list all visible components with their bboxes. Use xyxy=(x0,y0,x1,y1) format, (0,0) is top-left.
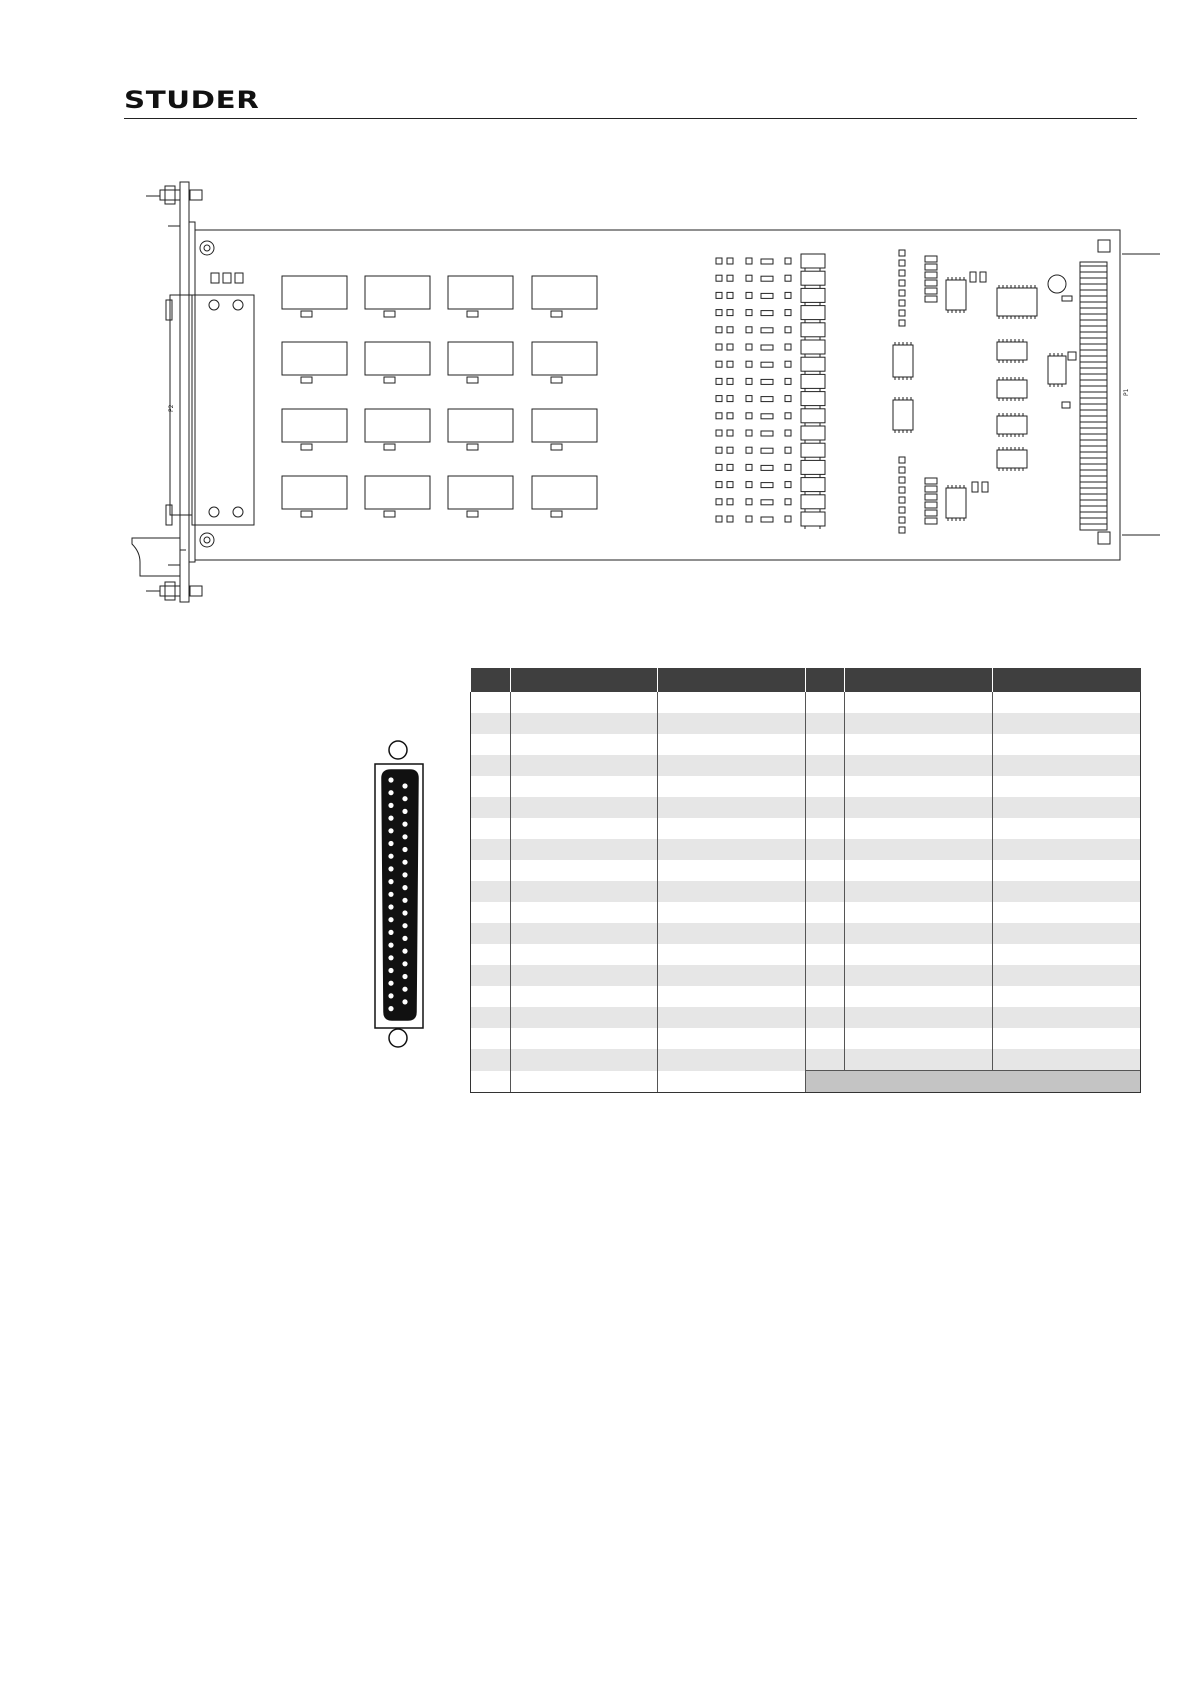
header-cell xyxy=(471,668,511,692)
table-cell xyxy=(510,944,657,965)
table-cell xyxy=(992,902,1141,923)
table-cell xyxy=(805,923,844,944)
table-header-row xyxy=(471,668,1141,692)
table-cell xyxy=(805,734,844,755)
table-cell xyxy=(510,755,657,776)
table-cell xyxy=(471,797,511,818)
table-cell xyxy=(657,818,805,839)
table-cell xyxy=(657,881,805,902)
table-cell xyxy=(805,986,844,1007)
table-cell xyxy=(844,1007,992,1028)
table-cell xyxy=(805,860,844,881)
table-cell xyxy=(657,965,805,986)
table-cell xyxy=(805,1028,844,1049)
table-cell xyxy=(510,776,657,797)
table-cell xyxy=(805,692,844,713)
table-row xyxy=(471,839,1141,860)
table-cell xyxy=(471,839,511,860)
table-row xyxy=(471,902,1141,923)
table-cell xyxy=(844,986,992,1007)
table-cell xyxy=(992,881,1141,902)
table-cell xyxy=(510,902,657,923)
table-cell xyxy=(657,1028,805,1049)
table-cell xyxy=(992,1049,1141,1071)
studer-logo: STUDER xyxy=(124,86,260,114)
table-cell xyxy=(992,965,1141,986)
table-row xyxy=(471,860,1141,881)
table-cell xyxy=(844,944,992,965)
table-cell xyxy=(471,692,511,713)
table-cell xyxy=(510,1028,657,1049)
table-cell xyxy=(510,818,657,839)
table-row xyxy=(471,734,1141,755)
table-cell xyxy=(510,1007,657,1028)
header-cell xyxy=(805,668,844,692)
table-row xyxy=(471,923,1141,944)
table-cell xyxy=(510,1049,657,1071)
table-cell xyxy=(992,944,1141,965)
table-cell xyxy=(805,839,844,860)
table-cell xyxy=(471,818,511,839)
table-cell xyxy=(471,965,511,986)
table-cell xyxy=(510,986,657,1007)
table-row xyxy=(471,776,1141,797)
table-cell xyxy=(510,1071,657,1093)
table-cell xyxy=(657,860,805,881)
table-cell xyxy=(805,713,844,734)
table-cell xyxy=(510,692,657,713)
table-cell xyxy=(471,713,511,734)
table-cell xyxy=(992,776,1141,797)
table-cell xyxy=(805,818,844,839)
table-cell xyxy=(471,1028,511,1049)
table-cell xyxy=(844,860,992,881)
table-cell xyxy=(471,860,511,881)
table-cell xyxy=(471,1007,511,1028)
table-cell xyxy=(510,713,657,734)
header-cell xyxy=(657,668,805,692)
table-cell xyxy=(471,776,511,797)
table-cell xyxy=(471,1049,511,1071)
table-cell xyxy=(992,860,1141,881)
table-cell xyxy=(805,902,844,923)
table-row xyxy=(471,944,1141,965)
table-cell xyxy=(844,755,992,776)
table-row xyxy=(471,965,1141,986)
table-cell xyxy=(992,986,1141,1007)
table-row xyxy=(471,818,1141,839)
table-cell xyxy=(471,923,511,944)
table-cell xyxy=(992,713,1141,734)
p2-label: P2 xyxy=(168,404,175,412)
table-row xyxy=(471,1007,1141,1028)
table-cell xyxy=(471,902,511,923)
table-cell xyxy=(844,797,992,818)
table-cell xyxy=(657,797,805,818)
table-cell xyxy=(844,881,992,902)
dsub-37-connector xyxy=(0,0,460,1100)
table-cell xyxy=(657,692,805,713)
table-cell xyxy=(471,1071,511,1093)
table-cell xyxy=(844,692,992,713)
table-cell xyxy=(992,1028,1141,1049)
table-cell xyxy=(805,1007,844,1028)
table-footer-shade xyxy=(805,1071,1141,1093)
table-cell xyxy=(657,755,805,776)
header-cell xyxy=(510,668,657,692)
table-cell xyxy=(657,1049,805,1071)
table-cell xyxy=(844,839,992,860)
p1-label: P1 xyxy=(1123,388,1130,396)
table-cell xyxy=(471,881,511,902)
table-cell xyxy=(992,923,1141,944)
table-cell xyxy=(805,965,844,986)
table-cell xyxy=(805,776,844,797)
table-row xyxy=(471,881,1141,902)
table-cell xyxy=(844,713,992,734)
table-cell xyxy=(657,902,805,923)
table-cell xyxy=(844,734,992,755)
table-row xyxy=(471,755,1141,776)
table-row xyxy=(471,797,1141,818)
pinout-table xyxy=(470,668,1141,1093)
table-row xyxy=(471,1028,1141,1049)
table-cell xyxy=(510,734,657,755)
header-cell xyxy=(844,668,992,692)
table-cell xyxy=(510,965,657,986)
table-cell xyxy=(657,986,805,1007)
table-cell xyxy=(657,713,805,734)
table-cell xyxy=(992,1007,1141,1028)
table-cell xyxy=(657,944,805,965)
table-cell xyxy=(510,797,657,818)
table-cell xyxy=(510,923,657,944)
table-cell xyxy=(844,902,992,923)
table-cell xyxy=(844,1028,992,1049)
table-cell xyxy=(657,1071,805,1093)
table-row xyxy=(471,692,1141,713)
table-cell xyxy=(992,818,1141,839)
table-cell xyxy=(657,776,805,797)
table-row xyxy=(471,1071,1141,1093)
table-cell xyxy=(805,881,844,902)
table-cell xyxy=(657,923,805,944)
table-cell xyxy=(992,839,1141,860)
table-cell xyxy=(844,776,992,797)
table-cell xyxy=(510,839,657,860)
table-row xyxy=(471,1049,1141,1071)
table-cell xyxy=(510,881,657,902)
table-cell xyxy=(657,734,805,755)
table-cell xyxy=(657,839,805,860)
table-cell xyxy=(992,797,1141,818)
table-cell xyxy=(805,755,844,776)
table-cell xyxy=(844,965,992,986)
table-cell xyxy=(471,734,511,755)
table-cell xyxy=(471,944,511,965)
table-cell xyxy=(844,818,992,839)
table-cell xyxy=(992,692,1141,713)
table-cell xyxy=(657,1007,805,1028)
table-cell xyxy=(805,797,844,818)
table-cell xyxy=(992,755,1141,776)
table-cell xyxy=(844,1049,992,1071)
table-cell xyxy=(805,944,844,965)
table-cell xyxy=(510,860,657,881)
table-row xyxy=(471,986,1141,1007)
table-row xyxy=(471,713,1141,734)
table-cell xyxy=(471,755,511,776)
table-cell xyxy=(471,986,511,1007)
table-cell xyxy=(844,923,992,944)
table-cell xyxy=(805,1049,844,1071)
header-cell xyxy=(992,668,1141,692)
table-cell xyxy=(992,734,1141,755)
